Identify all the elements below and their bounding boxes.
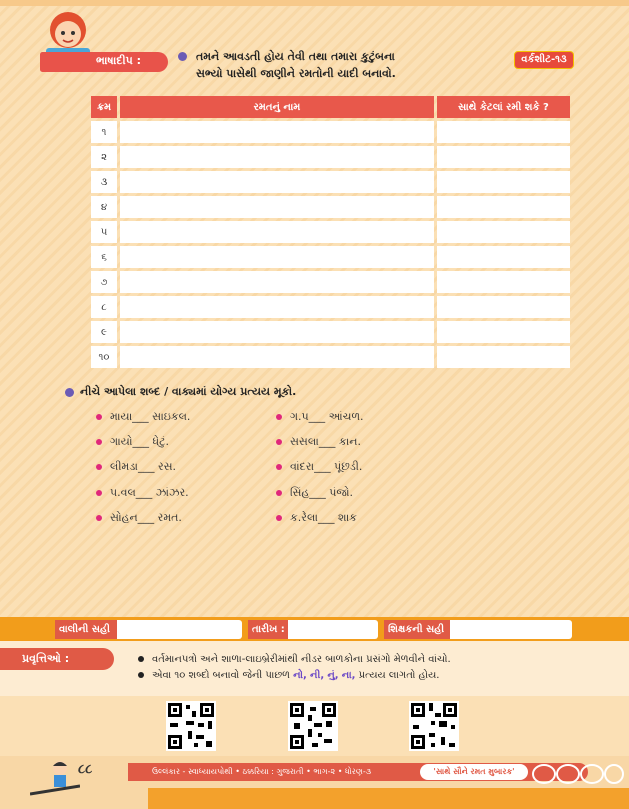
activity-item: એવા ૧૦ શબ્દો બનાવો જેની પાછળ નો, ની, નું, ના, પ્રત્યય લાગતો હોય. <box>138 670 439 681</box>
exercise-item[interactable]: લીમડા___ રસ. <box>96 460 176 474</box>
pink-bullet-icon <box>276 515 282 521</box>
row-number: ૪ <box>91 196 117 218</box>
table-row <box>91 196 570 218</box>
game-name-cell[interactable] <box>120 196 434 218</box>
exercise-item[interactable]: માયા___ સાઇકલ. <box>96 410 190 424</box>
section-bullet-icon <box>65 388 74 397</box>
tag-label: ભાષાદીપ : <box>96 54 142 67</box>
qr-code-icon[interactable] <box>166 701 216 751</box>
pink-bullet-icon <box>96 439 102 445</box>
qr-code-icon[interactable] <box>409 701 459 751</box>
row-number: ૧૦ <box>91 346 117 368</box>
pink-bullet-icon <box>276 439 282 445</box>
pink-bullet-icon <box>276 464 282 470</box>
row-number: ૧ <box>91 121 117 143</box>
game-name-cell[interactable] <box>120 296 434 318</box>
col-header-serial: ક્રમ <box>91 96 117 118</box>
pink-bullet-icon <box>96 490 102 496</box>
running-child-icon <box>30 758 80 798</box>
row-number: ૩ <box>91 171 117 193</box>
players-cell[interactable] <box>437 296 570 318</box>
parent-signature-field[interactable] <box>117 620 242 639</box>
table-row <box>91 246 570 268</box>
players-cell[interactable] <box>437 171 570 193</box>
exercise-item[interactable]: ગાયો___ ધેટું. <box>96 435 169 449</box>
teacher-signature-label: શિક્ષકની સહી <box>384 620 450 639</box>
players-cell[interactable] <box>437 246 570 268</box>
instruction-text: તમને આવડતી હોય તેવી તથા તમારા કુટુંબના સભ્યો પાસેથી જાણીને રમતોની યાદી બનાવો. <box>196 50 396 80</box>
pink-bullet-icon <box>276 490 282 496</box>
row-number: ૭ <box>91 271 117 293</box>
game-name-cell[interactable] <box>120 271 434 293</box>
exercise-item[interactable]: સસલા___ કાન. <box>276 435 361 449</box>
game-name-cell[interactable] <box>120 321 434 343</box>
activity-bullet-icon <box>138 656 144 662</box>
game-name-cell[interactable] <box>120 246 434 268</box>
top-strip <box>0 0 629 6</box>
table-row <box>91 171 570 193</box>
exercise-item[interactable]: પ.વલ___ ઝાંઝર. <box>96 486 189 500</box>
game-name-cell[interactable] <box>120 146 434 168</box>
table-row <box>91 271 570 293</box>
section2-title: નીચે આપેલા શબ્દ / વાક્યમાં યોગ્ય પ્રત્યય મૂકો. <box>65 385 296 399</box>
footer-text: ઉલ્લંકાર - સ્વાધ્યાયપોથી • ઠક્કરિયા : ગુજરાતી • ભાગ-૨ • ધોરણ-૩ <box>152 767 372 776</box>
table-row <box>91 346 570 368</box>
table-row <box>91 121 570 143</box>
activity-bullet-icon <box>138 672 144 678</box>
pink-bullet-icon <box>96 464 102 470</box>
pink-bullet-icon <box>96 414 102 420</box>
row-number: ૬ <box>91 246 117 268</box>
game-name-cell[interactable] <box>120 121 434 143</box>
row-number: ૫ <box>91 221 117 243</box>
table-row <box>91 221 570 243</box>
games-table <box>88 93 573 371</box>
pink-bullet-icon <box>276 414 282 420</box>
players-cell[interactable] <box>437 221 570 243</box>
col-header-players: સાથે કેટલાં રમી શકે ? <box>437 96 570 118</box>
activities-label: પ્રવૃત્તિઓ : <box>0 648 114 670</box>
date-label: તારીખ : <box>248 620 288 639</box>
game-name-cell[interactable] <box>120 346 434 368</box>
decorative-loops-icon <box>530 762 625 786</box>
row-number: ૮ <box>91 296 117 318</box>
pink-bullet-icon <box>96 515 102 521</box>
exercise-item[interactable]: સિંહ___ પંજો. <box>276 486 353 500</box>
players-cell[interactable] <box>437 271 570 293</box>
col-header-game-name: રમતનું નામ <box>120 96 434 118</box>
qr-code-icon[interactable] <box>288 701 338 751</box>
players-cell[interactable] <box>437 321 570 343</box>
players-cell[interactable] <box>437 146 570 168</box>
activity-item: વર્તમાનપત્રો અને શાળા-લાઇબ્રેરીમાંથી નીડર બાળકોના પ્રસંગો મેળવીને વાંચો. <box>138 654 451 665</box>
game-name-cell[interactable] <box>120 221 434 243</box>
instruction-bullet-icon <box>178 52 187 61</box>
teacher-signature-field[interactable] <box>450 620 572 639</box>
parent-signature-label: વાલીની સહી <box>55 620 117 639</box>
page-number: ૮૮ <box>78 762 93 777</box>
players-cell[interactable] <box>437 196 570 218</box>
game-name-cell[interactable] <box>120 171 434 193</box>
date-field[interactable] <box>288 620 378 639</box>
table-row <box>91 146 570 168</box>
exercise-item[interactable]: ગ.પ___ આંચળ. <box>276 410 364 424</box>
table-row <box>91 296 570 318</box>
table-row <box>91 321 570 343</box>
footer-slogan: 'સાથે સૌને રમત મુબારક' <box>420 764 528 780</box>
players-cell[interactable] <box>437 346 570 368</box>
players-cell[interactable] <box>437 121 570 143</box>
footer-orange-band <box>148 788 629 809</box>
bhashadeep-tag <box>40 52 168 72</box>
exercise-item[interactable]: વાંદરા___ પૂંછડી. <box>276 460 362 474</box>
row-number: ૨ <box>91 146 117 168</box>
exercise-item[interactable]: સોહન___ રમત. <box>96 511 182 525</box>
worksheet-badge: વર્કશીટ-૧૩ <box>514 51 574 69</box>
exercise-item[interactable]: ક.રેલા___ શાક <box>276 511 357 525</box>
row-number: ૯ <box>91 321 117 343</box>
